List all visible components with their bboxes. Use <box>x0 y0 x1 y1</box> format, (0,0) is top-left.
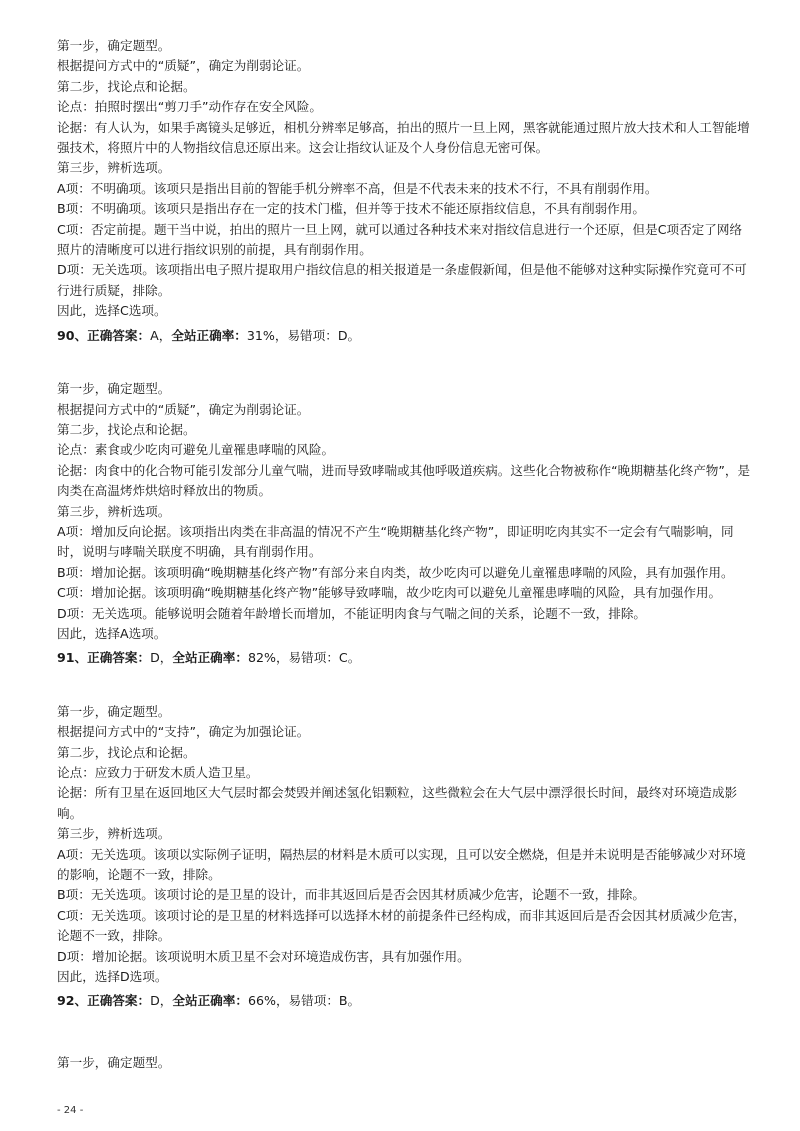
rate-value: 66%，易错项：B。 <box>247 993 361 1009</box>
step-line: 论据：肉食中的化合物可能引发部分儿童气喘，进而导致哮喘或其他呼吸道疾病。这些化合物被称作“晚期糖基化终产物”，是肉类在高温烤炸烘焙时释放出的物质。 <box>57 462 751 499</box>
rate-label: 全站正确率： <box>172 650 248 666</box>
question-block-90 <box>57 36 752 346</box>
step-line: 根据提问方式中的“质疑”，确定为削弱论证。 <box>57 401 310 417</box>
option-line: D项：无关选项。该项指出电子照片提取用户指纹信息的相关报道是一条虚假新闻，但是他不能够对这种实际操作究竟可不可行进行质疑，排除。 <box>57 262 747 298</box>
next-question-start: 第一步，确定题型。 <box>57 1054 171 1070</box>
answer-value: A， <box>150 327 172 343</box>
option-line: A项：不明确项。该项只是指出目前的智能手机分辨率不高，但是不代表未来的技术不行，不具有削弱作用。 <box>57 180 658 196</box>
step-line: 第三步，辨析选项。 <box>57 826 171 842</box>
step-line: 论点：素食或少吃肉可避免儿童罹患哮喘的风险。 <box>57 442 335 458</box>
step-line: 第一步，确定题型。 <box>57 381 171 397</box>
answer-line <box>57 991 752 1011</box>
step-line: 论据：有人认为，如果手离镜头足够近，相机分辨率足够高，拍出的照片一旦上网，黑客就能通过照片放大技术和人工智能增强技术，将照片中的人物指纹信息还原出来。这会让指纹认证及个人身份信息无密可保。 <box>57 119 750 156</box>
document-page <box>57 36 752 1073</box>
answer-line <box>57 648 752 668</box>
step-line: 第二步，找论点和论据。 <box>57 421 196 437</box>
option-line: B项：无关选项。该项讨论的是卫星的设计，而非其返回后是否会因其材质减少危害，论题不一致，排除。 <box>57 887 645 903</box>
option-line: B项：不明确项。该项只是指出存在一定的技术门槛，但并等于技术不能还原指纹信息，不具有削弱作用。 <box>57 201 645 217</box>
step-line: 根据提问方式中的“质疑”，确定为削弱论证。 <box>57 58 310 74</box>
page-number: - 24 - <box>57 1105 84 1116</box>
step-line: 第二步，找论点和论据。 <box>57 78 196 94</box>
option-line: C项：无关选项。该项讨论的是卫星的材料选择可以选择木材的前提条件已经构成，而非其返回后是否会因其材质减少危害，论题不一致，排除。 <box>57 907 746 944</box>
question-block-91 <box>57 379 752 669</box>
step-line: 第一步，确定题型。 <box>57 38 171 53</box>
option-line: B项：增加论据。该项明确“晚期糖基化终产物”有部分来自肉类，故少吃肉可以避免儿童罹患哮喘的风险，具有加强作用。 <box>57 564 734 580</box>
step-line: 第三步，辨析选项。 <box>57 160 171 176</box>
option-line: A项：无关选项。该项以实际例子证明，隔热层的材料是木质可以实现，且可以安全燃烧，但是并未说明是否能够减少对环境的影响，论题不一致，排除。 <box>57 846 746 883</box>
answer-label: 91、正确答案： <box>57 650 151 666</box>
step-line: 第一步，确定题型。 <box>57 703 171 719</box>
conclusion-line: 因此，选择A选项。 <box>57 625 167 641</box>
option-line: D项：无关选项。能够说明会随着年龄增长而增加，不能证明肉食与气喘之间的关系，论题不一致，排除。 <box>57 605 647 621</box>
answer-value: D， <box>150 993 173 1009</box>
rate-label: 全站正确率： <box>172 993 248 1009</box>
answer-label: 92、正确答案： <box>57 993 151 1009</box>
step-line: 第三步，辨析选项。 <box>57 503 171 519</box>
answer-value: D， <box>150 650 173 666</box>
step-line: 论据：所有卫星在返回地区大气层时都会焚毁并阐述氢化铝颗粒，这些微粒会在大气层中漂浮很长时间，最终对环境造成影响。 <box>57 785 738 821</box>
rate-value: 82%，易错项：C。 <box>247 650 361 666</box>
rate-label: 全站正确率： <box>171 327 247 343</box>
option-line: C项：否定前提。题干当中说，拍出的照片一旦上网，就可以通过各种技术来对指纹信息进行一个还原，但是C项否定了网络照片的清晰度可以进行指纹识别的前提，具有削弱作用。 <box>57 221 743 258</box>
option-line: A项：增加反向论据。该项指出肉类在非高温的情况不产生“晚期糖基化终产物”，即证明吃肉其实不一定会有气喘影响，同时，说明与哮喘关联度不明确，具有削弱作用。 <box>57 523 734 560</box>
step-line: 论点：拍照时摆出“剪刀手”动作存在安全风险。 <box>57 99 322 115</box>
option-line: C项：增加论据。该项明确“晚期糖基化终产物”能够导致哮喘，故少吃肉可以避免儿童罹患哮喘的风险，具有加强作用。 <box>57 585 722 601</box>
step-line: 第二步，找论点和论据。 <box>57 744 196 760</box>
conclusion-line: 因此，选择C选项。 <box>57 303 167 319</box>
answer-label: 90、正确答案： <box>57 327 151 343</box>
rate-value: 31%，易错项：D。 <box>246 327 361 343</box>
step-line: 论点：应致力于研发木质人造卫星。 <box>57 765 259 780</box>
answer-line <box>57 326 752 346</box>
option-line: D项：增加论据。该项说明木质卫星不会对环境造成伤害，具有加强作用。 <box>57 948 470 964</box>
question-block-92 <box>57 702 752 1012</box>
step-line: 根据提问方式中的“支持”，确定为加强论证。 <box>57 724 310 740</box>
conclusion-line: 因此，选择D选项。 <box>57 969 168 985</box>
